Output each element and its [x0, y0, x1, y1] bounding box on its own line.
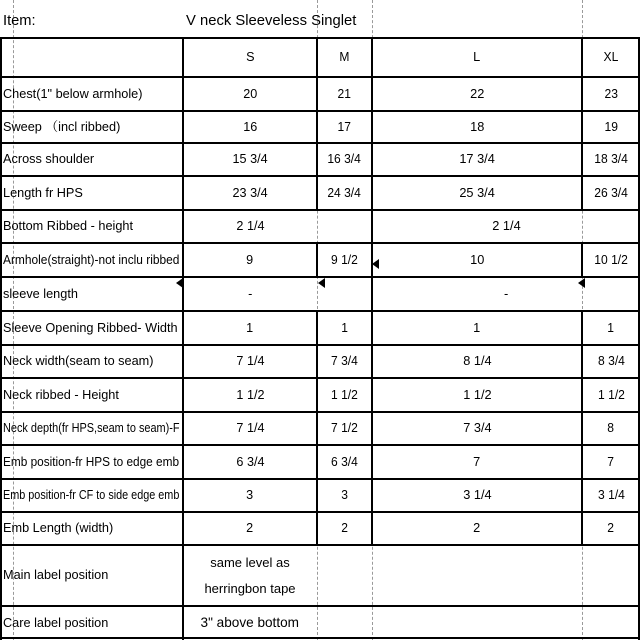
row-value: [372, 378, 582, 412]
col-border: [316, 243, 318, 277]
row-label: [0, 111, 183, 143]
row-value: [372, 210, 640, 243]
cell-text: 6 3/4: [331, 453, 358, 469]
row-value: [317, 176, 372, 210]
cell-text: 3 1/4: [462, 487, 492, 503]
cell-text: 2: [473, 520, 481, 536]
main-label-position-label: [0, 545, 183, 606]
col-border: [581, 311, 583, 345]
row-border: [0, 242, 640, 244]
row-value: [183, 243, 317, 277]
cell-text: 9: [246, 251, 254, 267]
cell-text: 10: [469, 251, 485, 267]
row-value: [582, 176, 640, 210]
col-border: [581, 143, 583, 176]
col-border: [581, 445, 583, 479]
row-value: [183, 311, 317, 345]
row-value: [183, 77, 317, 111]
row-border: [0, 76, 640, 78]
row-value: [183, 512, 317, 545]
cell-text: 7 1/4: [235, 353, 265, 369]
cell-text: Sleeve Opening Ribbed- Width: [3, 319, 178, 335]
cell-text: 3 1/4: [597, 487, 625, 503]
cell-text: 2: [341, 520, 348, 536]
row-value: [183, 479, 317, 512]
cell-text: Across shoulder: [3, 151, 95, 167]
arrow-marker: [318, 278, 325, 288]
cell-text: 1 1/2: [331, 386, 358, 402]
cell-text: 7: [607, 453, 615, 469]
cell-text: 23 3/4: [232, 184, 268, 200]
size-header-l: [372, 38, 582, 77]
row-value: [372, 445, 582, 479]
col-border: [316, 479, 318, 512]
row-border: [0, 605, 640, 607]
row-value: [372, 143, 582, 176]
cell-text: 21: [337, 85, 352, 101]
arrow-marker: [578, 278, 585, 288]
col-border: [316, 445, 318, 479]
row-value: [183, 345, 317, 378]
cell-text: 1: [246, 319, 254, 335]
row-label: [0, 311, 183, 345]
row-border: [0, 411, 640, 413]
col-border: [581, 345, 583, 378]
row-value: [317, 111, 372, 143]
row-value: [317, 345, 372, 378]
col-border: [182, 38, 184, 640]
row-label: [0, 210, 183, 243]
cell-text: 8 1/4: [462, 353, 492, 369]
arrow-marker: [176, 278, 183, 288]
row-value: [317, 311, 372, 345]
row-border: [0, 37, 640, 39]
cell-text: 8: [607, 420, 615, 436]
col-border: [581, 111, 583, 143]
cell-text: 18: [469, 118, 485, 134]
cell-text: 2: [607, 520, 615, 536]
cell-text: 2 1/4: [235, 218, 265, 234]
row-value: [183, 143, 317, 176]
row-border: [0, 344, 640, 346]
cell-text: 1: [607, 319, 615, 335]
cell-text: 1 1/2: [462, 386, 492, 402]
size-header-m: [317, 38, 372, 77]
row-value: [372, 412, 582, 445]
row-label: [0, 345, 183, 378]
row-border: [0, 544, 640, 546]
item-label: [0, 4, 183, 38]
cell-text: 1: [473, 319, 481, 335]
col-border: [581, 479, 583, 512]
row-value: [582, 243, 640, 277]
size-header-s: [183, 38, 317, 77]
row-value: [317, 445, 372, 479]
row-value: [582, 77, 640, 111]
col-border: [316, 311, 318, 345]
cell-text: 3: [341, 487, 348, 503]
row-value: [183, 378, 317, 412]
cell-text: Item:: [3, 11, 36, 29]
row-value: [582, 311, 640, 345]
col-border: [581, 378, 583, 412]
cell-text: 19: [604, 118, 618, 134]
cell-text: L: [473, 49, 481, 65]
row-label: [0, 77, 183, 111]
cell-text: sleeve length: [3, 285, 78, 301]
col-border: [316, 111, 318, 143]
row-value: [317, 77, 372, 111]
cell-text: 7 1/2: [331, 420, 358, 436]
row-value: [317, 243, 372, 277]
cell-text: Emb position-fr CF to side edge emb: [3, 487, 180, 503]
row-label: [0, 412, 183, 445]
row-value: [372, 311, 582, 345]
row-value: [372, 176, 582, 210]
row-value: [372, 277, 640, 311]
cell-text: V neck Sleeveless Singlet: [186, 11, 357, 29]
cell-text: 7 3/4: [331, 353, 358, 369]
row-border: [0, 175, 640, 177]
row-label: [0, 277, 183, 311]
row-value: [582, 512, 640, 545]
col-border: [316, 412, 318, 445]
cell-text: M: [339, 49, 350, 65]
row-border: [0, 310, 640, 312]
cell-text: 17 3/4: [459, 151, 495, 167]
row-value: [372, 243, 582, 277]
col-border: [0, 38, 2, 640]
cell-text: Main label position: [3, 567, 109, 583]
cell-text: Length fr HPS: [3, 184, 83, 200]
cell-text: 20: [242, 85, 258, 101]
size-header-xl: [582, 38, 640, 77]
row-value: [582, 143, 640, 176]
row-value: [372, 345, 582, 378]
row-label: [0, 378, 183, 412]
row-border: [0, 511, 640, 513]
row-border: [0, 110, 640, 112]
row-border: [0, 209, 640, 211]
row-value: [317, 412, 372, 445]
cell-text: 17: [337, 118, 352, 134]
col-border: [581, 243, 583, 277]
item-value: [186, 4, 486, 38]
cell-text: Neck depth(fr HPS,seam to seam)-F: [3, 420, 180, 436]
cell-text: Bottom Ribbed - height: [3, 218, 134, 234]
col-border: [581, 38, 583, 77]
cell-text: 22: [469, 85, 485, 101]
row-value: [582, 345, 640, 378]
col-border: [316, 378, 318, 412]
col-border: [316, 77, 318, 111]
col-border: [581, 77, 583, 111]
cell-text: Care label position: [3, 614, 109, 630]
cell-text: 15 3/4: [232, 151, 268, 167]
row-value: [372, 479, 582, 512]
row-label: [0, 176, 183, 210]
cell-text: 1 1/2: [235, 386, 265, 402]
cell-text: 3: [246, 487, 254, 503]
cell-text: 10 1/2: [594, 251, 628, 267]
cell-text: Armhole(straight)-not inclu ribbed: [3, 251, 180, 267]
row-value: [372, 111, 582, 143]
row-border: [0, 444, 640, 446]
main-label-position-value: same level as herringbon tape: [204, 554, 296, 596]
cell-text: XL: [603, 49, 619, 65]
cell-text: 25 3/4: [459, 184, 495, 200]
col-border: [581, 176, 583, 210]
row-label: [0, 512, 183, 545]
cell-text: 9 1/2: [331, 251, 358, 267]
row-value: [372, 77, 582, 111]
cell-text: 7 3/4: [462, 420, 492, 436]
row-label: [0, 143, 183, 176]
row-border: [0, 142, 640, 144]
row-value: [317, 512, 372, 545]
row-value: [317, 143, 372, 176]
care-label-position-label: [0, 606, 183, 640]
col-border: [581, 412, 583, 445]
cell-text: 6 3/4: [235, 453, 265, 469]
row-border: [0, 377, 640, 379]
arrow-marker: [372, 259, 379, 269]
col-border: [316, 143, 318, 176]
col-border: [316, 176, 318, 210]
cell-text: 1: [341, 319, 348, 335]
cell-text: S: [245, 49, 255, 65]
row-label: [0, 479, 183, 512]
care-label-position-value: [183, 606, 317, 640]
col-border: [581, 512, 583, 545]
cell-text: 7 1/4: [235, 420, 265, 436]
row-value: [317, 378, 372, 412]
cell-text: 23: [604, 85, 618, 101]
col-border: [316, 512, 318, 545]
cell-text: Emb position-fr HPS to edge emb: [3, 453, 180, 469]
cell-text: -: [247, 285, 253, 301]
row-border: [0, 637, 640, 639]
cell-text: 26 3/4: [594, 184, 628, 200]
col-border: [316, 38, 318, 77]
row-value: [372, 512, 582, 545]
row-value: [183, 277, 317, 311]
row-value: [582, 378, 640, 412]
cell-text: 2 1/4: [491, 218, 521, 234]
cell-text: 7: [473, 453, 481, 469]
row-border: [0, 478, 640, 480]
cell-text: Neck width(seam to seam): [3, 353, 154, 369]
row-value: [183, 176, 317, 210]
row-value: [582, 479, 640, 512]
cell-text: Sweep （incl ribbed): [3, 118, 121, 134]
cell-text: Neck ribbed - Height: [3, 386, 119, 402]
cell-text: 8 3/4: [597, 353, 625, 369]
row-value: [183, 412, 317, 445]
row-value: [317, 479, 372, 512]
col-border: [316, 345, 318, 378]
cell-text: -: [503, 285, 509, 301]
row-label: [0, 445, 183, 479]
row-value: [582, 445, 640, 479]
cell-text: 24 3/4: [327, 184, 362, 200]
cell-text: 18 3/4: [594, 151, 628, 167]
row-value: [582, 412, 640, 445]
row-value: [183, 210, 317, 243]
cell-text: 16: [242, 118, 258, 134]
cell-text: Emb Length (width): [3, 520, 114, 536]
cell-text: 3" above bottom: [200, 614, 300, 631]
cell-text: 1 1/2: [597, 386, 625, 402]
row-label: [0, 243, 183, 277]
row-value: [582, 111, 640, 143]
cell-text: 16 3/4: [327, 151, 362, 167]
cell-text: Chest(1" below armhole): [3, 85, 143, 101]
row-value: [183, 111, 317, 143]
cell-text: 2: [246, 520, 254, 536]
col-border: [371, 38, 373, 545]
row-value: [183, 445, 317, 479]
